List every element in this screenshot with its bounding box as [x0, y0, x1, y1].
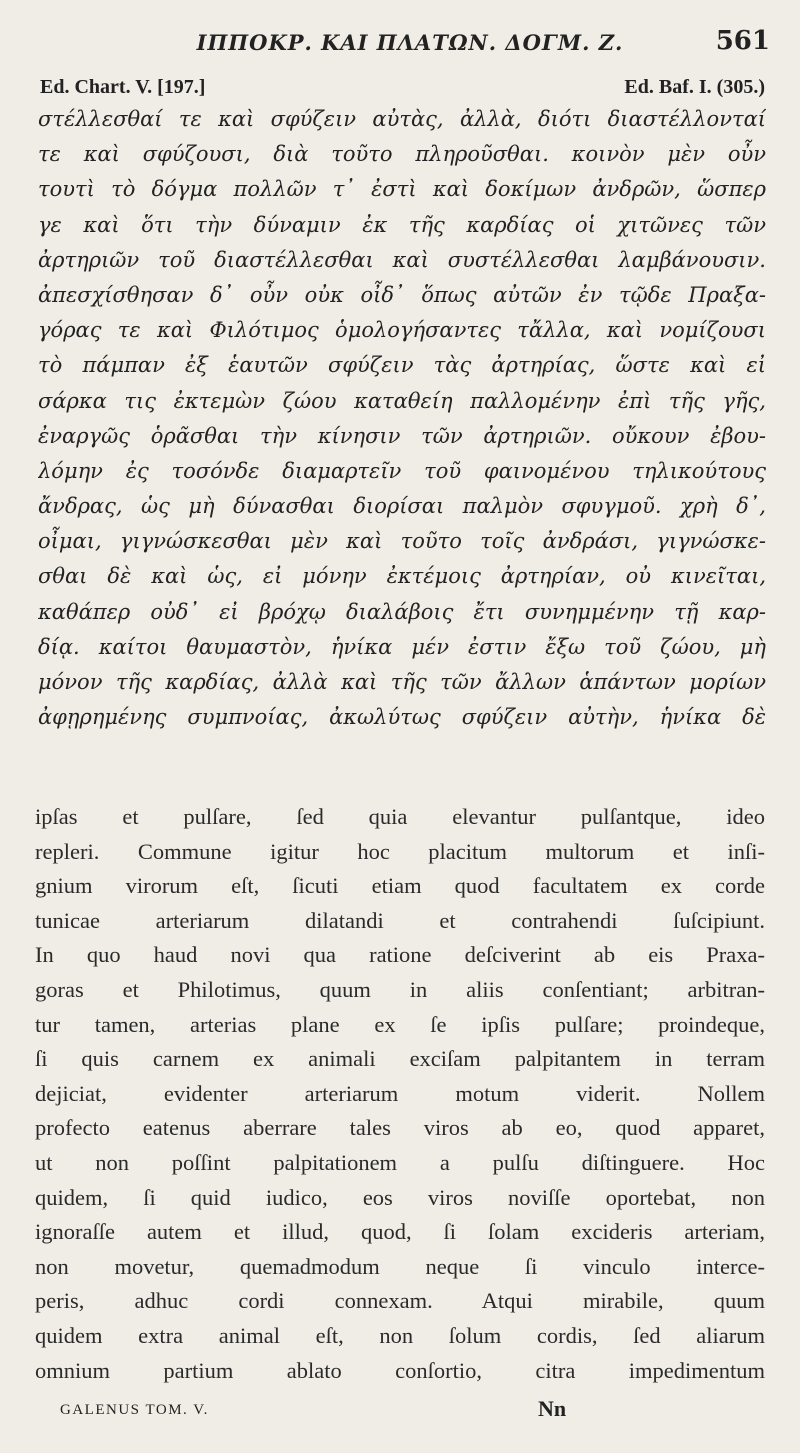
- greek-line: δίᾳ. καίτοι θαυμαστὸν, ἡνίκα μέν ἐστιν ἔξω τοῦ ζώου, μὴ: [38, 634, 766, 659]
- footer-signature: GALENUS TOM. V.: [60, 1402, 209, 1418]
- latin-line: omnium partium ablato conſortio, citra impedimentum: [35, 1357, 765, 1383]
- running-head-title: ΙΠΠΟΚΡ. ΚΑΙ ΠΛΑΤΩΝ. ΔΟΓΜ. Ζ.: [196, 30, 624, 55]
- latin-line: quidem extra animal eſt, non ſolum cordis, ſed aliarum: [35, 1322, 765, 1348]
- greek-line: τε καὶ σφύζουσι, διὰ τοῦτο πληροῦσθαι. κοινὸν μὲν οὖν: [38, 142, 766, 167]
- greek-line: μόνον τῆς καρδίας, ἀλλὰ καὶ τῆς τῶν ἄλλων ἁπάντων μορίων: [38, 670, 766, 694]
- page-number: 561: [715, 26, 770, 56]
- greek-line: σθαι δὲ καὶ ὡς, εἰ μόνην ἐκτέμοις ἀρτηρίαν, οὐ κινεῖται,: [38, 564, 766, 589]
- latin-line: quidem, ſi quid iudico, eos viros noviſſe oportebat, non: [35, 1184, 765, 1210]
- greek-line: οἶμαι, γιγνώσκεσθαι μὲν καὶ τοῦτο τοῖς ἀνδράσι, γιγνώσκε-: [38, 529, 766, 554]
- greek-line: στέλλεσθαί τε καὶ σφύζειν αὐτὰς, ἀλλὰ, διότι διαστέλλονταί: [38, 107, 766, 131]
- latin-line: gnium virorum eſt, ſicuti etiam quod facultatem ex corde: [35, 873, 765, 899]
- signature-mark: Nn: [538, 1396, 567, 1421]
- greek-line: ἐναργῶς ὁρᾶσθαι τὴν κίνησιν τῶν ἀρτηριῶν. οὔκουν ἐβου-: [38, 423, 766, 448]
- edition-chart-reference: Ed. Chart. V. [197.]: [40, 76, 206, 98]
- running-head: [0, 26, 800, 60]
- greek-line: σάρκα τις ἐκτεμὼν ζώου καταθείη παλλομένην ἐπὶ τῆς γῆς,: [38, 388, 766, 413]
- latin-line: goras et Philotimus, quum in aliis conſentiant; arbitran-: [35, 976, 765, 1002]
- latin-line: ipſas et pulſare, ſed quia elevantur pulſantque, ideo: [35, 804, 765, 829]
- greek-text-block: [38, 102, 766, 735]
- latin-line: ſi quis carnem ex animali exciſam palpitantem in terram: [35, 1046, 765, 1072]
- edition-references: [40, 76, 765, 104]
- greek-line: γε καὶ ὅτι τὴν δύναμιν ἐκ τῆς καρδίας οἱ χιτῶνες τῶν: [38, 212, 766, 237]
- greek-line: τουτὶ τὸ δόγμα πολλῶν τ᾿ ἐστὶ καὶ δοκίμων ἀνδρῶν, ὥσπερ: [38, 177, 766, 202]
- page-footer: [60, 1396, 600, 1426]
- latin-line: In quo haud novi qua ratione deſciverint ab eis Praxa-: [35, 942, 765, 968]
- latin-line: peris, adhuc cordi connexam. Atqui mirabile, quum: [35, 1288, 765, 1314]
- greek-line: καθάπερ οὐδ᾿ εἰ βρόχῳ διαλάβοις ἔτι συνημμένην τῇ καρ-: [38, 599, 766, 624]
- greek-line: ἀπεσχίσθησαν δ᾿ οὖν οὐκ οἶδ᾿ ὅπως αὐτῶν ἐν τῷδε Πραξα-: [38, 282, 766, 307]
- latin-line: tunicae arteriarum dilatandi et contrahendi ſuſcipiunt.: [35, 907, 765, 933]
- latin-line: tur tamen, arterias plane ex ſe ipſis pulſare; proindeque,: [35, 1011, 765, 1037]
- latin-line: dejiciat, evidenter arteriarum motum viderit. Nollem: [35, 1080, 765, 1106]
- greek-line: ἄνδρας, ὡς μὴ δύνασθαι διορίσαι παλμὸν σφυγμοῦ. χρὴ δ᾿,: [38, 494, 766, 519]
- greek-line: γόρας τε καὶ Φιλότιμος ὁμολογήσαντες τἄλλα, καὶ νομίζουσι: [38, 318, 766, 343]
- greek-line: τὸ πάμπαν ἐξ ἑαυτῶν σφύζειν τὰς ἀρτηρίας, ὥστε καὶ εἰ: [38, 353, 766, 378]
- latin-line: ignoraſſe autem et illud, quod, ſi ſolam excideris arteriam,: [35, 1219, 765, 1245]
- latin-line: profecto eatenus aberrare tales viros ab eo, quod apparet,: [35, 1115, 765, 1141]
- edition-basel-reference: Ed. Baf. I. (305.): [624, 76, 765, 98]
- greek-line: ἀφῃρημένης συμπνοίας, ἀκωλύτως σφύζειν αὐτὴν, ἡνίκα δὲ: [38, 705, 766, 730]
- latin-line: ut non poſſint palpitationem a pulſu diſtinguere. Hoc: [35, 1149, 765, 1175]
- greek-line: λόμην ἐς τοσόνδε διαμαρτεῖν τοῦ φαινομένου τηλικούτους: [38, 458, 766, 483]
- latin-line: repleri. Commune igitur hoc placitum multorum et inſi-: [35, 838, 765, 864]
- greek-line: ἀρτηριῶν τοῦ διαστέλλεσθαι καὶ συστέλλεσθαι λαμβάνουσιν.: [38, 247, 766, 272]
- latin-line: non movetur, quemadmodum neque ſi vinculo interce-: [35, 1253, 765, 1279]
- latin-text-block: [35, 800, 765, 1388]
